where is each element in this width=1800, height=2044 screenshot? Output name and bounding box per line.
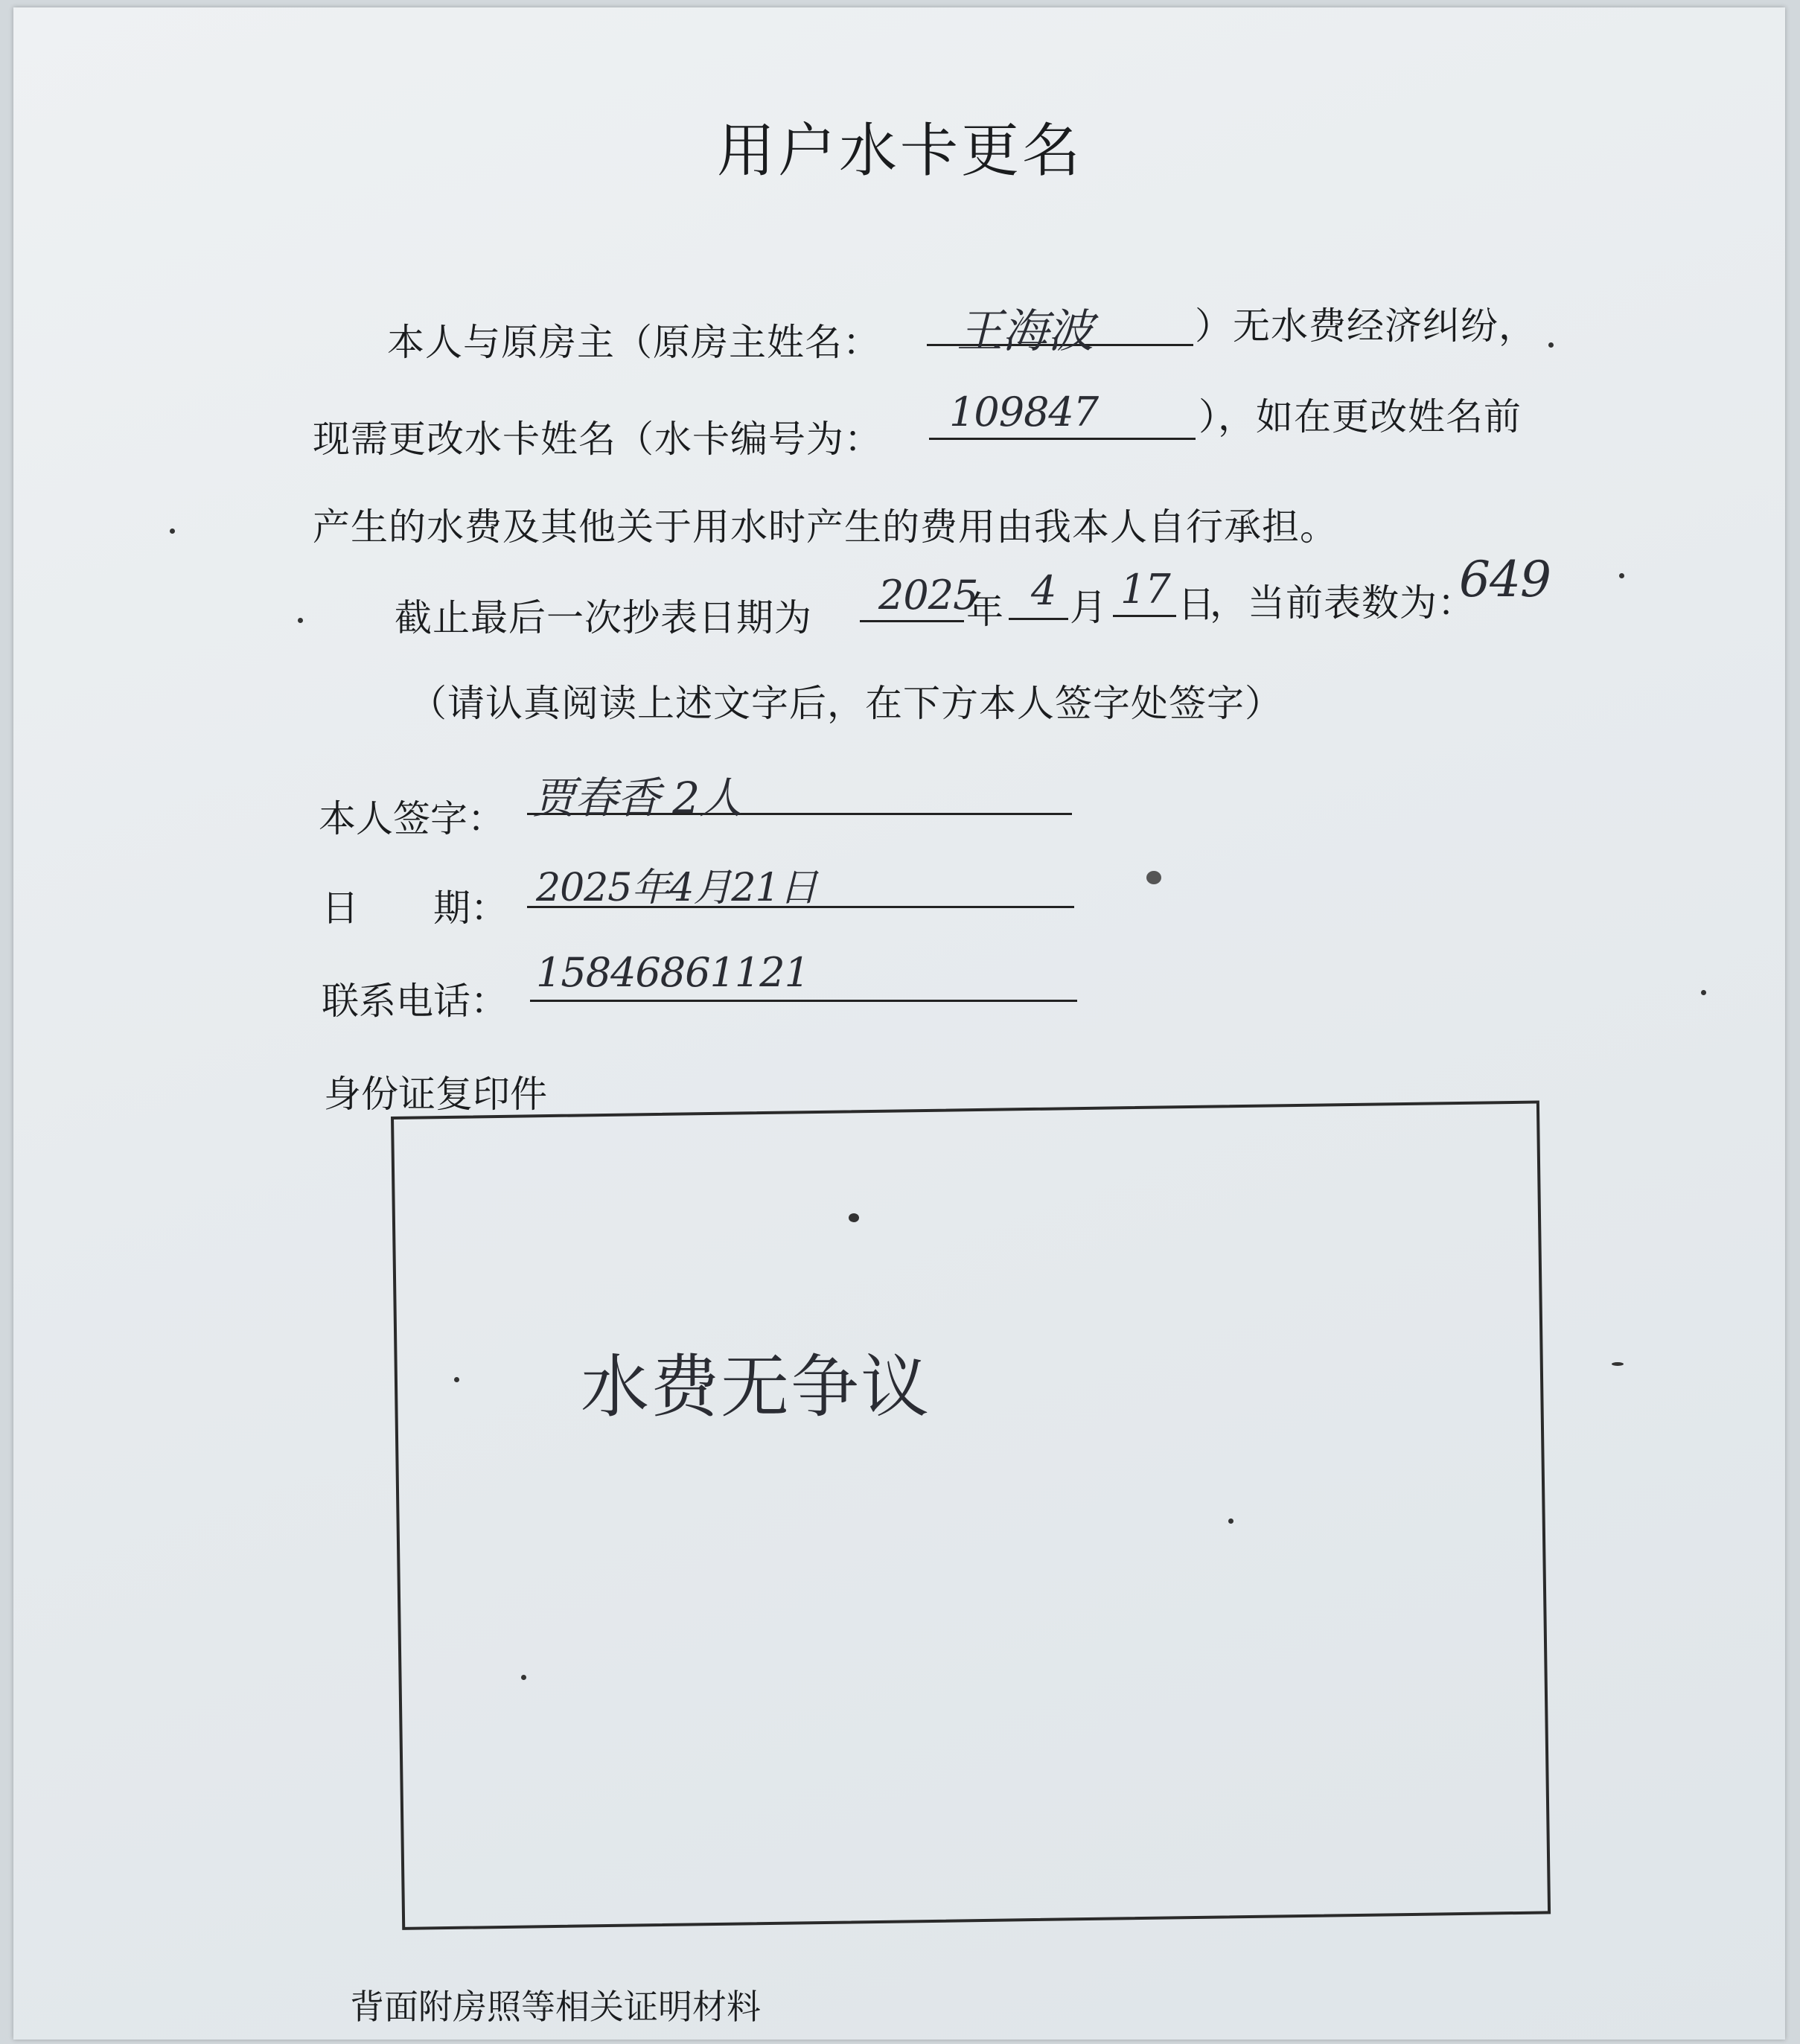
- reading-year-unit: 年: [966, 589, 1004, 632]
- statement-line1-suffix: ）无水费经济纠纷，: [1195, 304, 1536, 348]
- reading-prefix: 截止最后一次抄表日期为: [395, 596, 812, 639]
- document-title: 用户水卡更名: [716, 118, 1083, 185]
- signature-value: 贾春香 2人: [532, 773, 742, 823]
- statement-line1-prefix: 本人与原房主（原房主姓名：: [387, 321, 881, 364]
- card-number-value: 109847: [949, 389, 1099, 435]
- scan-speck: [849, 1213, 859, 1222]
- id-box-note: 水费无争议: [581, 1347, 931, 1427]
- phone-label: 联系电话：: [322, 980, 508, 1023]
- date-label: 日 期：: [322, 887, 508, 930]
- owner-name-value: 王海波: [957, 304, 1094, 358]
- reading-year: 2025: [878, 572, 978, 619]
- id-copy-box: [391, 1100, 1551, 1929]
- signature-label: 本人签字：: [319, 797, 505, 840]
- scan-speck: [298, 618, 303, 623]
- id-copy-label: 身份证复印件: [324, 1073, 547, 1116]
- statement-line2-prefix: 现需更改水卡姓名（水卡编号为：: [313, 418, 882, 461]
- reading-day: 17: [1120, 566, 1170, 613]
- scan-speck: [1619, 573, 1624, 578]
- footer-note: 背面附房照等相关证明材料: [350, 1987, 761, 2027]
- scan-speck: [1548, 342, 1554, 348]
- phone-value: 15846861121: [536, 949, 809, 996]
- scan-speck: [454, 1377, 459, 1382]
- meter-label: ，当前表数为：: [1210, 581, 1475, 625]
- scan-speck: [1612, 1362, 1624, 1366]
- scan-speck: [1701, 990, 1706, 995]
- reading-month-unit: 月: [1070, 586, 1108, 629]
- reading-day-unit: 日: [1178, 583, 1216, 626]
- meter-value: 649: [1459, 551, 1551, 608]
- date-value: 2025年4月21日: [536, 866, 817, 910]
- scan-speck: [170, 528, 175, 534]
- statement-line2-suffix: ），如在更改姓名前: [1199, 395, 1522, 438]
- statement-line3: 产生的水费及其他关于用水时产生的费用由我本人自行承担。: [313, 505, 1338, 549]
- scan-speck: [521, 1675, 526, 1680]
- scan-speck: [1146, 871, 1161, 884]
- scan-speck: [1228, 1518, 1233, 1524]
- signing-instruction: （请认真阅读上述文字后，在下方本人签字处签字）: [409, 682, 1283, 725]
- reading-month: 4: [1031, 567, 1056, 614]
